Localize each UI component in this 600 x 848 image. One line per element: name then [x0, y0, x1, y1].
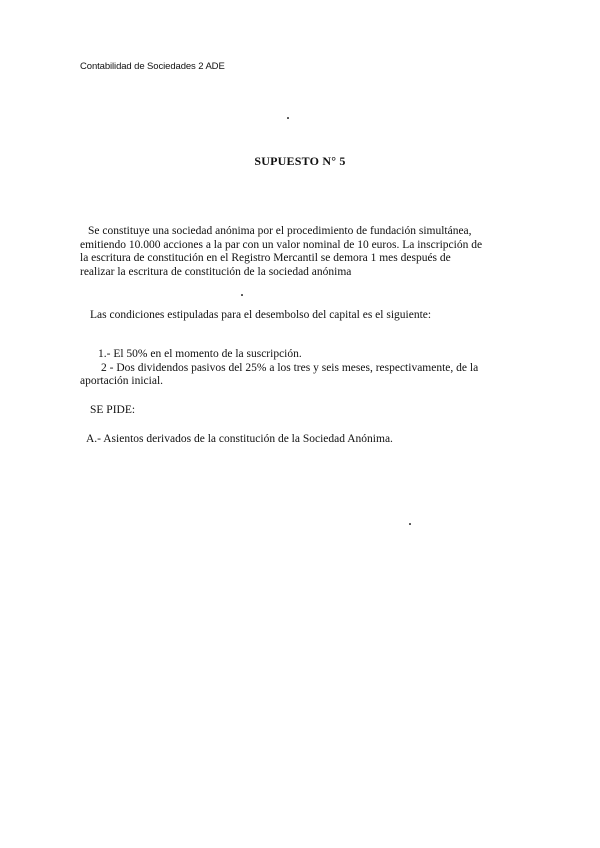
request-task: A.- Asientos derivados de la constitución de la Sociedad Anónima. — [86, 433, 393, 445]
exercise-statement — [80, 225, 520, 279]
scan-speck — [241, 294, 243, 296]
scan-speck — [409, 523, 411, 525]
exercise-title: SUPUESTO N° 5 — [254, 154, 346, 168]
statement-line: Se constituye una sociedad anónima por el procedimiento de fundación simultánea, — [88, 225, 472, 237]
condition-item-continuation: aportación inicial. — [80, 375, 164, 387]
conditions-intro: Las condiciones estipuladas para el desembolso del capital es el siguiente: — [90, 309, 432, 321]
conditions-list — [80, 348, 520, 389]
request-label: SE PIDE: — [90, 404, 136, 416]
condition-item: 1.- El 50% en el momento de la suscripción. — [98, 348, 302, 360]
condition-item: 2 - Dos dividendos pasivos del 25% a los tres y seis meses, respectivamente, de la — [101, 361, 479, 374]
statement-line: realizar la escritura de constitución de la sociedad anónima — [80, 265, 352, 278]
course-header: Contabilidad de Sociedades 2 ADE — [80, 61, 225, 72]
scan-speck — [287, 117, 289, 119]
statement-line: emitiendo 10.000 acciones a la par con un valor nominal de 10 euros. La inscripción de — [80, 238, 483, 251]
statement-line: la escritura de constitución en el Registro Mercantil se demora 1 mes después de — [80, 252, 451, 264]
